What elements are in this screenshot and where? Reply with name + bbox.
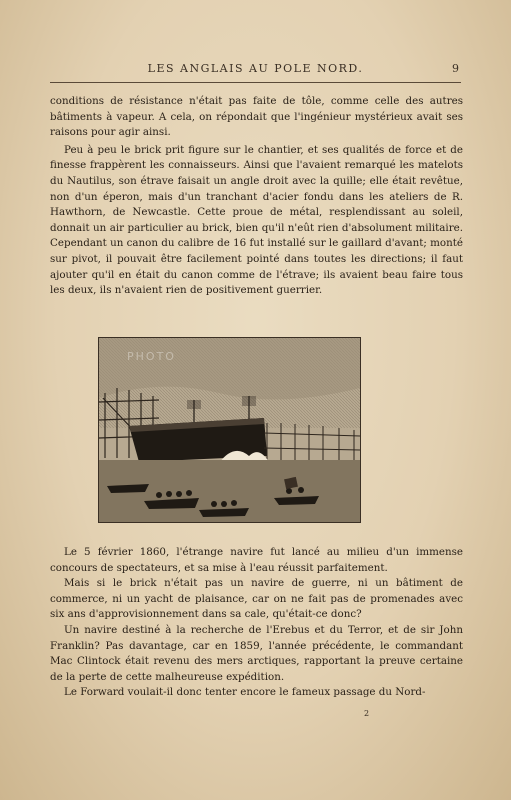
engraving-image	[99, 338, 360, 522]
text-block-top	[50, 94, 463, 299]
flag-icon	[242, 396, 256, 406]
text-block-bottom	[50, 545, 463, 701]
ship-launch-engraving	[98, 337, 361, 523]
page-number: 9	[452, 62, 459, 75]
paragraph: Mais si le brick n'était pas un navire de guerre, ni un bâtiment de commerce, ni un yacht de plaisance, car on ne fait pas de promenades avec six ans d'approvisionnement dans sa cale, qu'était-ce donc?	[50, 577, 463, 621]
running-head: LES ANGLAIS AU POLE NORD.	[147, 62, 364, 75]
paragraph: Le Forward voulait-il donc tenter encore le fameux passage du Nord-	[64, 686, 426, 699]
flag-icon	[187, 400, 201, 409]
page-header	[50, 60, 461, 83]
paragraph: Peu à peu le brick prit figure sur le chantier, et ses qualités de force et de finesse frappèrent les connaisseurs. Ainsi que l'avaient remarqué les matelots du Nautilus, son étrave faisait un angle droit avec la quille; elle était revêtue, non d'un éperon, mais d'un tranchant d'acier fondu dans les ateliers de R. Hawthorn, de Newcastle. Cette proue de métal, resplendissant au soleil, donnait un air particulier au brick, bien qu'il n'eût rien d'absolument militaire. Cependant un canon du calibre de 16 fut installé sur le gaillard d'avant; monté sur pivot, il pouvait être facilement pointé dans toutes les directions; il faut ajouter qu'il en était du canon comme de l'étrave; ils avaient beau faire tous les deux, ils n'avaient rien de positivement guerrier.	[50, 143, 463, 297]
paragraph: Un navire destiné à la recherche de l'Erebus et du Terror, et de sir John Franklin? Pas davantage, car en 1859, l'année précédente, le commandant Mac Clintock était revenu des mers arctiques, rapportant la preuve certaine de la perte de cette malheureuse expédition.	[50, 623, 463, 683]
watermark: PHOTO	[127, 350, 176, 363]
paragraph: Le 5 février 1860, l'étrange navire fut lancé au milieu d'un immense concours de spectateurs, et sa mise à l'eau réussit parfaitement.	[50, 546, 463, 574]
signature-mark: 2	[364, 709, 370, 718]
paragraph: conditions de résistance n'était pas faite de tôle, comme celle des autres bâtiments à vapeur. A cela, on répondait que l'ingénieur mystérieux avait ses raisons pour agir ainsi.	[50, 95, 463, 139]
